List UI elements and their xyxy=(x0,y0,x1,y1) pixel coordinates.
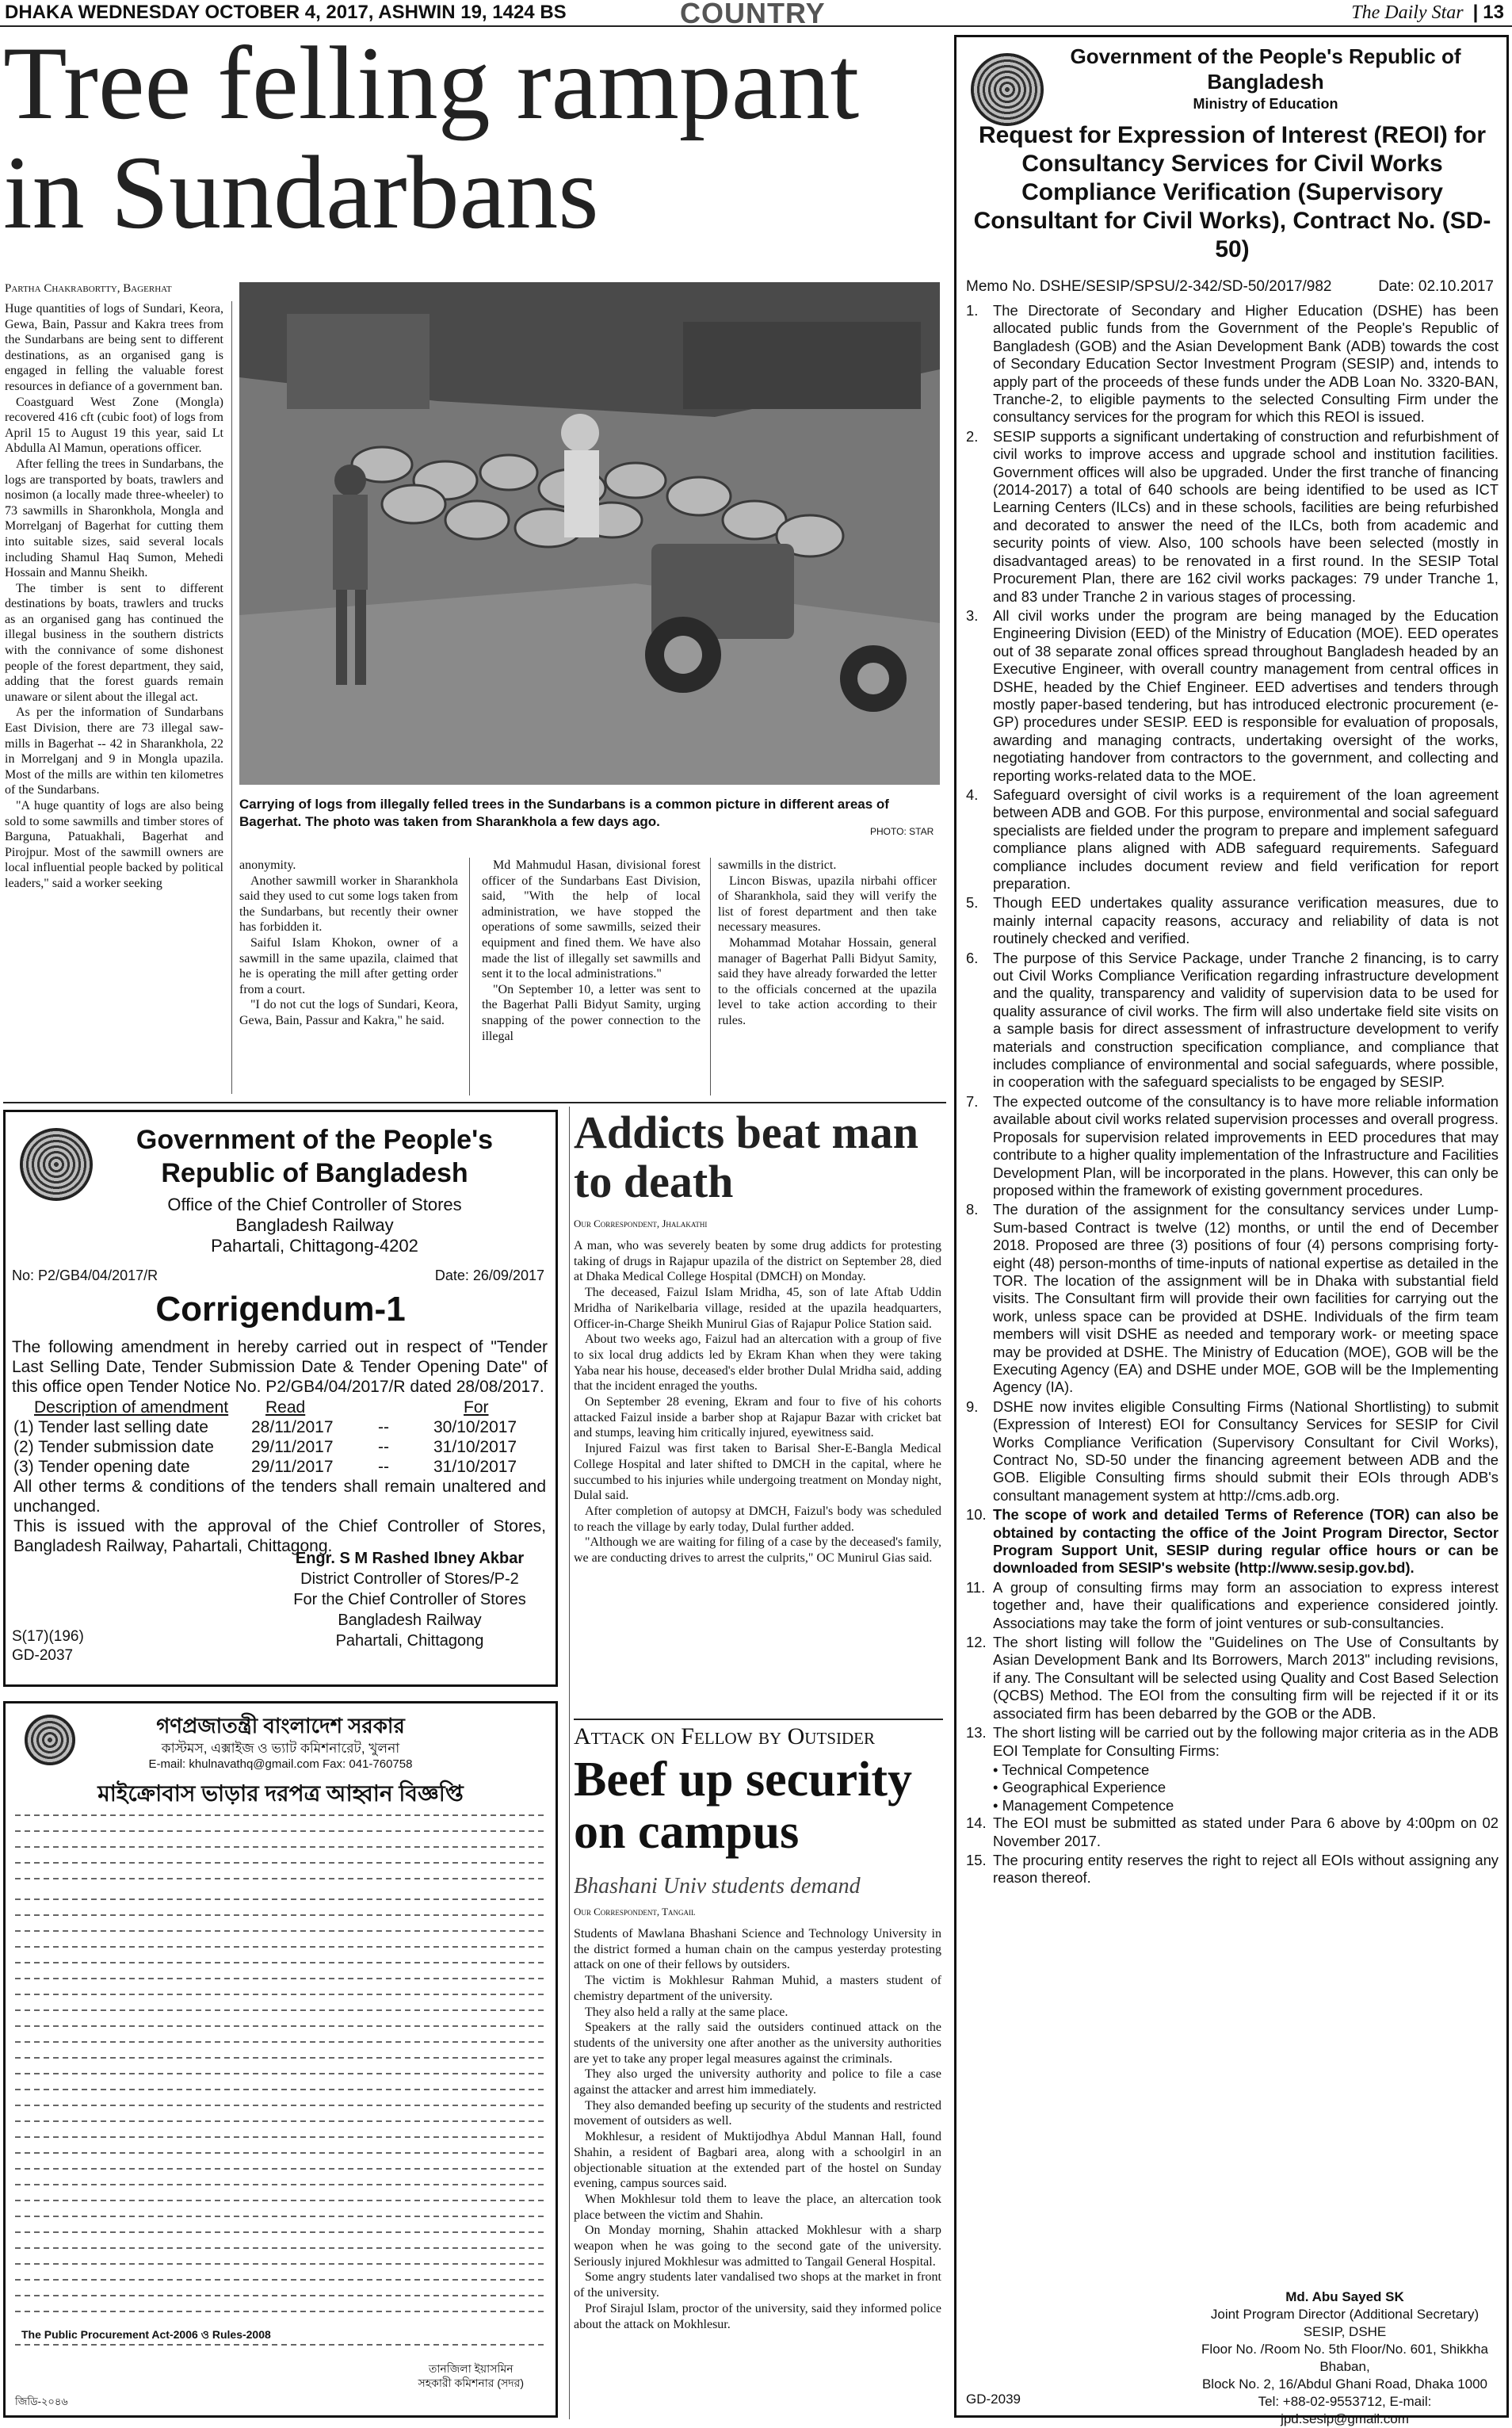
photo-caption: Carrying of logs from illegally felled trees in the Sundarbans is a common picture in different areas of Bagerhat. The photo was taken from Sharankhola a few days ago. xyxy=(239,797,889,829)
bangla-signature xyxy=(418,2361,524,2390)
lead-headline: Tree felling rampant in Sundarbans xyxy=(3,25,860,250)
text-line xyxy=(15,2184,546,2185)
office-name: Office of the Chief Controller of Stores xyxy=(167,1195,462,1214)
cell: 29/11/2017 xyxy=(251,1438,334,1456)
reoi-ministry: Ministry of Education xyxy=(1193,96,1338,112)
text-line xyxy=(15,1978,546,1979)
campus-body xyxy=(574,1926,941,2419)
signature-block xyxy=(275,1548,544,1651)
bullet-item: • Technical Competence xyxy=(993,1761,1150,1778)
item-number: 3. xyxy=(966,606,979,624)
list-item xyxy=(966,607,1499,785)
section-rule xyxy=(3,1102,946,1103)
table-header xyxy=(12,1398,548,1417)
signer-org: SESIP, DSHE xyxy=(1303,2324,1387,2339)
ref-code: GD-2037 xyxy=(12,1647,74,1664)
item-number: 5. xyxy=(966,894,979,912)
list-item xyxy=(966,1724,1499,1760)
addicts-body xyxy=(574,1238,941,1698)
list-item xyxy=(966,1852,1499,1887)
list-item xyxy=(966,1634,1499,1723)
paragraph: The deceased, Faizul Islam Mridha, 45, son of late Aftab Uddin Mridha of Narikelbaria village, resided at the upazila headquarters, Officer-in-Charge Sheikh Munirul Gias of Rajapur Police Station said. xyxy=(574,1286,941,1331)
signer-name: তানজিলা ইয়াসমিন xyxy=(428,2362,514,2375)
signer-address: Block No. 2, 16/Abdul Ghani Road, Dhaka 1000 xyxy=(1201,2376,1488,2392)
ad-code: জিডি-২০৪৬ xyxy=(15,2395,68,2407)
paragraph: Students of Mawlana Bhashani Science and Technology University in the district formed a human chain on the campus yesterday protesting attack on one of their fellows by outsiders. xyxy=(574,1927,941,1972)
item-text: All civil works under the program are being managed by the Education Engineering Division (EED) of the Ministry of Education (MOE). EED operates out of 38 separate zonal offices spread throughout Bangladesh headed by an Executive Engineer, with overall country management from central offices in DSHE, headed by the Chief Engineer. EED advertises and tenders through mostly paper-based tendering, but has introduced electronic procurement (e-GP) procedures under SESIP. EED is responsible for evaluation of proposals, awarding and managing contracts, undertaking oversight of the works, negotiating handover from contractors to the government, and collecting and reporting works-related data to the MOE. xyxy=(993,606,1499,784)
lead-photo xyxy=(239,282,940,785)
corrigendum-ad xyxy=(3,1110,558,1687)
paragraph: As per the information of Sundarbans East Division, there are 73 illegal saw-mills in Bagerhat -- 42 in Sharankhola, 22 in Morrelganj and 9 in Mongla upazila. Most of the mills are within ten kilometres of the Sundarbans. xyxy=(5,705,223,797)
text-line xyxy=(15,2247,546,2249)
paragraph: Huge quantities of logs of Sundari, Keora, Gewa, Bain, Passur and Kakra trees from the Sundarbans are being sent to different destinations, as an organised gang is engaged in felling the valuable forest resources in defiance of a government ban. xyxy=(5,302,223,393)
column-rule xyxy=(231,301,232,1094)
list-item xyxy=(966,1814,1499,1850)
signer-name: Md. Abu Sayed SK xyxy=(1285,2289,1404,2304)
lead-byline: Partha Chakrabortty, Bagerhat xyxy=(5,282,172,295)
campus-subhead: Bhashani Univ students demand xyxy=(574,1874,861,1898)
reoi-memo: Memo No. DSHE/SESIP/SPSU/2-342/SD-50/2017/982 xyxy=(966,278,1332,295)
list-item xyxy=(966,302,1499,426)
list-item xyxy=(966,1398,1499,1505)
item-number: 12. xyxy=(966,1634,987,1651)
item-number: 1. xyxy=(966,302,979,319)
reoi-date: Date: 02.10.2017 xyxy=(1378,278,1494,295)
item-number: 10. xyxy=(966,1506,987,1524)
paragraph: Speakers at the rally said the outsiders continued attack on the students of the university one after another as the university authorities are yet to take any proper legal measures against the criminals. xyxy=(574,2021,941,2066)
text-line xyxy=(15,2057,546,2059)
item-number: 7. xyxy=(966,1092,979,1110)
cell: 28/11/2017 xyxy=(251,1418,334,1436)
paragraph: On September 28 evening, Ekram and four to five of his cohorts attacked Faizul inside a barber shop at Rajapur Bazar with cricket bat and stumps, leaving him critically injured, eyewitness said. xyxy=(574,1395,941,1440)
cell: (2) Tender submission date xyxy=(13,1438,214,1456)
paragraph: anonymity. xyxy=(239,858,296,872)
item-text: The short listing will be carried out by the following major criteria as in the ADB EOI Template for Consulting Firms: xyxy=(993,1724,1499,1759)
ref-code: S(17)(196) xyxy=(12,1628,84,1645)
item-number: 14. xyxy=(966,1814,987,1832)
text-line xyxy=(15,2279,546,2281)
amendment-table xyxy=(12,1398,548,1556)
text-line xyxy=(15,2231,546,2233)
bangla-act-ref: The Public Procurement Act-2006 ও Rules-2008 xyxy=(21,2328,271,2341)
addicts-headline: Addicts beat man to death xyxy=(574,1107,919,1207)
bullet-text: Management Competence xyxy=(1002,1796,1174,1814)
org-name: Bangladesh Railway xyxy=(235,1215,394,1235)
item-text: DSHE now invites eligible Consulting Firms (National Shortlisting) to submit (Expression of Interest) EOI for Consultancy Services for SESIP for Civil Works Compliance Verification (Supervisory Consultant for Civil Works), Contract No, SD-50 under the financing agreement between ADB and the GOB. Eligible Consulting firms should submit their EOIs through ADB's consultant management system at http://cms.adb.org. xyxy=(993,1398,1499,1504)
signer-contact: Tel: +88-02-9553712, E-mail: jpd.sesip@gmail.com xyxy=(1258,2394,1432,2426)
bangla-heading: গণপ্রজাতন্ত্রী বাংলাদেশ সরকার xyxy=(156,1714,405,1738)
text-line xyxy=(15,2073,546,2074)
paragraph: "Although we are waiting for filing of a case by the deceased's family, we are conducting drives to arrest the culprits," OC Munirul Gias said. xyxy=(574,1535,941,1566)
item-text: SESIP supports a significant undertaking of construction and refurbishment of civil works to improve access and upgrade school and institution facilities. Government offices will also be upgraded. Under the first tranche of financing (2014-2017) a total of 640 schools are being identified to be used as ICT Learning Centers (ILCs) and in these schools, facilities are being refurbished and decorated to answer the need of the ILCs, both from academic and security points of view. Also, 100 schools have been selected (mostly in disadvantaged areas) to be renovated in a first round. In the SESIP Total Procurement Plan, there are 162 civil works packages: 79 under Tranche 1, and 83 under Tranche 2 in various stages of processing. xyxy=(993,427,1499,605)
signer-title: সহকারী কমিশনার (সদর) xyxy=(418,2376,524,2389)
text-line xyxy=(15,2120,546,2122)
list-item xyxy=(966,428,1499,606)
bullet-item: • Management Competence xyxy=(993,1796,1174,1814)
paragraph: When Mokhlesur told them to leave the place, an altercation took place between the victim and Shahin. xyxy=(574,2192,941,2222)
railway-seal-icon xyxy=(20,1128,93,1201)
lead-column-2 xyxy=(239,858,458,1095)
photo-credit: PHOTO: STAR xyxy=(870,826,934,837)
note: All other terms & conditions of the tenders shall remain unaltered and unchanged. xyxy=(13,1478,546,1516)
bangla-contact: E-mail: khulnavathq@gmail.com Fax: 041-760758 xyxy=(148,1757,413,1771)
story-rule xyxy=(574,1719,943,1720)
paragraph: After completion of autopsy at DMCH, Faizul's body was scheduled to reach the village by early today, Dulal further added. xyxy=(574,1504,941,1534)
govt-seal-icon xyxy=(971,53,1044,126)
text-line xyxy=(15,2089,546,2090)
signer-org: Bangladesh Railway xyxy=(338,1612,482,1629)
bangla-office: কাস্টমস, এক্সাইজ ও ভ্যাট কমিশনারেট, খুলনা xyxy=(161,1741,400,1756)
list-item xyxy=(966,1093,1499,1199)
text-line xyxy=(15,1898,546,1900)
item-number: 8. xyxy=(966,1201,979,1218)
signer-for: For the Chief Controller of Stores xyxy=(293,1591,526,1608)
text-line xyxy=(15,1962,546,1963)
office-address: Pahartali, Chittagong-4202 xyxy=(211,1236,418,1256)
item-number: 11. xyxy=(966,1578,986,1596)
paragraph: Saiful Islam Khokon, owner of a sawmill in the same upazila, claimed that he is operating the mill after getting order from a court. xyxy=(239,935,458,996)
header-cell: Description of amendment xyxy=(34,1398,229,1417)
paragraph: They also demanded beefing up security of the students and restricted movement of outsiders as well. xyxy=(574,2098,941,2128)
signer-title: District Controller of Stores/P-2 xyxy=(300,1570,519,1588)
cell: 30/10/2017 xyxy=(433,1418,517,1436)
column-rule xyxy=(469,858,470,1095)
paragraph: sawmills in the district. xyxy=(718,858,837,872)
item-text: The Directorate of Secondary and Higher Education (DSHE) has been allocated public funds from the Government of the People's Republic of Bangladesh (GOB) and the Asian Development Bank (ADB) towards the cost of Secondary Education Sector Investment Program (SESIP) and, intends to apply part of the proceeds of these funds under the ADB Loan No. 3320-BAN, Tranche-2, to eligible payments to the selected Consulting Firm under the consultancy services for the program for which this REOI is issued. xyxy=(993,302,1499,426)
addicts-byline: Our Correspondent, Jhalakathi xyxy=(574,1218,708,1229)
paragraph: The timber is sent to different destinations by boats, trawlers and trucks as an organised gang has continued the illegal business in the southern districts with the connivance of some dishonest people of the forest department, they said, adding that the forest guards remain unaware or silent about the illegal act. xyxy=(5,581,223,704)
text-line xyxy=(15,2311,546,2312)
text-line xyxy=(15,1914,546,1916)
text-line xyxy=(15,1814,546,1816)
note: This is issued with the approval of the Chief Controller of Stores, Bangladesh Railway, Pahartali, Chittagong. xyxy=(13,1517,546,1555)
dateline: DHAKA WEDNESDAY OCTOBER 4, 2017, ASHWIN 19, 1424 BS xyxy=(5,2,567,23)
list-item xyxy=(966,1201,1499,1396)
paragraph: On Monday morning, Shahin attacked Mokhlesur with a sharp weapon when he was going to the second gate of the university. Seriously injured Mokhlesur was admitted to Tangail General Hospital. xyxy=(574,2223,941,2269)
paragraph: "On September 10, a letter was sent to the Bagerhat Palli Bidyut Samity, urging snapping of the power connection to the illegal xyxy=(482,982,701,1043)
reoi-title: Request for Expression of Interest (REOI) for Consultancy Services for Civil Works Compliance Verification (Supervisory Consultant for Civil Works), Contract No. (SD-50) xyxy=(973,122,1491,262)
paragraph: They also held a rally at the same place. xyxy=(585,2005,788,2019)
campus-byline: Our Correspondent, Tangail xyxy=(574,1906,696,1918)
cell: -- xyxy=(378,1458,389,1476)
paragraph: The victim is Mokhlesur Rahman Muhid, a masters student of chemistry department of the university. xyxy=(574,1974,941,2003)
cell: -- xyxy=(378,1438,389,1456)
page-header xyxy=(0,0,1512,27)
corrigendum-heading: Government of the People's Republic of Bangladesh xyxy=(136,1125,494,1188)
paragraph: "I do not cut the logs of Sundari, Keora, Gewa, Bain, Passur and Kakra," he said. xyxy=(239,998,458,1027)
photo-logs-scene xyxy=(239,282,940,785)
cell: 29/11/2017 xyxy=(251,1458,334,1476)
cell: 31/10/2017 xyxy=(433,1438,517,1456)
item-number: 15. xyxy=(966,1851,987,1868)
cell: 31/10/2017 xyxy=(433,1458,517,1476)
text-line xyxy=(15,1930,546,1932)
text-line xyxy=(15,2136,546,2138)
cell: (3) Tender opening date xyxy=(13,1458,190,1476)
paragraph: "A huge quantity of logs are also being sold to some sawmills and timber stores of Barguna, Patuakhali, Bagerhat and Pirojpur. Most of the sawmill owners are local influential people backed by political leaders," said a worker seeking xyxy=(5,799,223,890)
text-line xyxy=(15,1994,546,1995)
bullet-text: Geographical Experience xyxy=(1002,1779,1166,1796)
column-rule xyxy=(710,858,711,1095)
section-name: COUNTRY xyxy=(680,0,826,29)
item-text: Safeguard oversight of civil works is a requirement of the loan agreement between ADB and GOB. For this purpose, environmental and social safeguard specialists are fielded under the program to prepare and implement safeguard compliance plans aligned with ADB safeguard requirements. Safeguard compliance includes document review and field verification for report preparation. xyxy=(993,786,1499,892)
signer-name: Engr. S M Rashed Ibney Akbar xyxy=(295,1550,525,1567)
cell: -- xyxy=(378,1418,389,1436)
text-line xyxy=(15,1846,546,1848)
text-line xyxy=(15,2344,546,2346)
table-row xyxy=(12,1437,548,1457)
paragraph: They also urged the university authority and police to file a case against the attacker and arrest him immediately. xyxy=(574,2067,941,2097)
text-line xyxy=(15,2168,546,2170)
item-number: 13. xyxy=(966,1724,987,1742)
text-line xyxy=(15,1830,546,1832)
masthead-page: The Daily Star | 13 xyxy=(1351,2,1504,23)
paragraph: Prof Sirajul Islam, proctor of the university, said they informed police about the attack on Mokhlesur. xyxy=(574,2301,941,2331)
list-item xyxy=(966,950,1499,1092)
item-text: A group of consulting firms may form an association to express interest together and, have their qualifications and experience considered jointly. Associations may take the form of joint ventures or sub-consultancies. xyxy=(993,1578,1499,1631)
bullet-text: Technical Competence xyxy=(1002,1761,1150,1778)
paragraph: After felling the trees in Sundarbans, the logs are transported by boats, trawlers and nosimon (a locally made three-wheeler) to 73 sawmills in Sharonkhola, Mongla and Morrelganj of Bagerhat for cutting them into suitable sizes, said several locals including Shamul Haq Sumon, Mehedi Hossain and Mannu Sheikh. xyxy=(5,457,223,580)
item-text: The procuring entity reserves the right to reject all EOIs without assigning any reason thereof. xyxy=(993,1851,1499,1887)
lead-column-1 xyxy=(5,301,223,1094)
text-line xyxy=(15,2263,546,2265)
paragraph: Md Mahmudul Hasan, divisional forest officer of the Sundarbans East Division, said, "With the help of local administration, we have stopped the operations of some sawmills, seized their equipment and fined them. We have also made the list of illegally set sawmills and sent it to the local administrations." xyxy=(482,858,701,981)
table-row xyxy=(12,1477,548,1516)
text-line xyxy=(15,1878,546,1879)
list-item xyxy=(966,1506,1499,1577)
reoi-signature xyxy=(1194,2288,1495,2428)
notice-date: Date: 26/09/2017 xyxy=(434,1268,544,1283)
text-line xyxy=(15,2152,546,2154)
item-text: The scope of work and detailed Terms of Reference (TOR) can also be obtained by contacting the office of the Joint Program Director, Sector Program Support Unit, SESIP during regular office hours or can be downloaded from SESIP's website (http://www.sesip.gov.bd). xyxy=(993,1506,1499,1577)
campus-kicker: Attack on Fellow by Outsider xyxy=(574,1723,875,1749)
text-line xyxy=(15,2216,546,2217)
item-text: The EOI must be submitted as stated under Para 6 above by 4:00pm on 02 November 2017. xyxy=(993,1814,1499,1849)
paragraph: A man, who was severely beaten by some drug addicts for protesting taking of drugs in Rajapur upazila of the district on September 28, died at Dhaka Medical College Hospital (DMCH) on Monday. xyxy=(574,1239,941,1284)
item-number: 2. xyxy=(966,427,979,445)
column-rule xyxy=(569,1107,570,2419)
paragraph: Coastguard West Zone (Mongla) recovered 416 cft (cubic foot) of logs from April 15 to August 19 this year, said Lt Abdulla Al Mamun, operations officer. xyxy=(5,395,223,456)
page-number: 13 xyxy=(1483,2,1504,23)
text-line xyxy=(15,2041,546,2043)
ad-reference xyxy=(12,1627,84,1665)
corrigendum-office xyxy=(93,1195,536,1256)
text-line xyxy=(15,1862,546,1864)
item-text: The purpose of this Service Package, under Tranche 2 financing, is to carry out Civil Works Compliance Verification regarding infrastructure development and the quality, transparency and validity of supervision data to be used for quality assurance of civil works. The firm will also undertake field site visits on a sample basis for direct assessment of infrastructure development to verify materials and construction specification compliance, and compliance that includes compliance of environmental and social safeguards, where possible, in cooperation with the safeguard specialists to be engaged by SESIP. xyxy=(993,949,1499,1091)
corrigendum-intro: The following amendment in hereby carried out in respect of "Tender Last Selling Date, Tender Submission Date & Tender Opening Date" of this office open Tender Notice No. P2/GB4/04/2017/R dated 28/08/2017. xyxy=(12,1338,548,1396)
list-item xyxy=(966,1579,1499,1632)
item-text: The short listing will follow the "Guidelines on The Use of Consultants by Asian Development Bank and Its Borrowers, March 2013" including revisions, if any. The Consultant will be selected using Quality and Cost Based Selection (QCBS) Method. The EOI from the consulting firm will be rejected if it or its associated firm has been debarred by the GOB or the ADB. xyxy=(993,1634,1499,1722)
paragraph: Injured Faizul was first taken to Barisal Sher-E-Bangla Medical College Hospital and later shifted to DMCH in the capital, where he succumbed to his injuries while undergoing treatment on Monday night, Dulal said. xyxy=(574,1442,941,1503)
bangla-tender-ad xyxy=(3,1701,558,2418)
item-text: Though EED undertakes quality assurance verification measures, due to mainly internal capacity reasons, accuracy and reliability of data is not routinely checked and verified. xyxy=(993,894,1499,947)
lead-column-3 xyxy=(482,858,701,1095)
paragraph: Lincon Biswas, upazila nirbahi officer of Sharankhola, said they will verify the list of forest department and then take necessary measures. xyxy=(718,874,937,935)
notice-number: No: P2/GB4/04/2017/R xyxy=(12,1268,158,1283)
list-item xyxy=(966,786,1499,893)
header-cell: For xyxy=(464,1398,489,1417)
item-text: The duration of the assignment for the consultancy services under Lump-Sum-based Contract is twelve (12) months, or until the end of December 2018. Proposed are three (3) positions of four (4) persons comprising forty-eight (48) person-months of time-inputs of national expertise as detailed in the TOR. The location of the assignment will be in Dhaka with substantial field visits. The Consultant firm will provide their own facilities for carrying out the work, unless space can be provided at DSHE. Individuals of the firm team members will visit DSHE as needed and temporary work- or meeting space may be provided at DSHE. The Ministry of Education (MOE), GOB will be the Executing Agency (EA) and DSHE under MOE, GOB will be the Implementing Agency (IA). xyxy=(993,1201,1499,1396)
reoi-ad xyxy=(954,35,1509,2426)
cell: (1) Tender last selling date xyxy=(13,1418,208,1436)
text-line xyxy=(15,2105,546,2106)
item-number: 9. xyxy=(966,1398,979,1415)
campus-headline: Beef up security on campus xyxy=(574,1753,913,1859)
text-line xyxy=(15,2009,546,2011)
text-line xyxy=(15,2295,546,2296)
text-line xyxy=(15,2200,546,2201)
list-item xyxy=(966,894,1499,947)
header-cell xyxy=(376,1398,432,1417)
reoi-items xyxy=(966,302,1499,1889)
header-cell: Read xyxy=(265,1398,306,1417)
lead-column-4 xyxy=(718,858,937,1095)
item-number: 6. xyxy=(966,949,979,966)
signer-address: Floor No. /Room No. 5th Floor/No. 601, Shikkha Bhaban, xyxy=(1201,2342,1488,2374)
text-line xyxy=(15,1946,546,1948)
item-number: 4. xyxy=(966,786,979,803)
signer-place: Pahartali, Chittagong xyxy=(335,1632,484,1650)
table-row xyxy=(12,1457,548,1477)
table-row xyxy=(12,1417,548,1437)
paragraph: Some angry students later vandalised two shops at the market in front of the university. xyxy=(574,2270,941,2300)
paragraph: Another sawmill worker in Sharankhola said they used to cut some logs taken from the Sundarbans, but recently their owner has forbidden it. xyxy=(239,874,458,935)
text-line xyxy=(15,2025,546,2027)
paragraph: Mokhlesur, a resident of Muktijodhya Abdul Mannan Hall, found Shahin, a resident of Bagbari area, along with a schoolgirl in an objectionable situation at the extended part of the hostel on Sunday evening, campus sources said. xyxy=(574,2130,941,2191)
reoi-gov: Government of the People's Republic of Bangladesh xyxy=(1070,44,1461,94)
signer-title: Joint Program Director (Additional Secretary) xyxy=(1210,2307,1480,2322)
masthead: The Daily Star xyxy=(1351,2,1464,23)
ad-code: GD-2039 xyxy=(966,2392,1021,2407)
paragraph: About two weeks ago, Faizul had an altercation with a group of five to six local drug addicts led by Ekram Khan when they were taking Yaba near his house, deceased's elder brother Dulal Mridha said, adding that the incident enraged the youths. xyxy=(574,1333,941,1394)
item-text: The expected outcome of the consultancy is to have more reliable information available about civil works related supervision processes and overall progress. Proposals for supervision related improvements in EED procedures that may contribute to a higher quality implementation of the Infrastructure and Facilities Development Plan, will be incorporated in the plans. However, this can only be proposed within the framework of existing government procedures. xyxy=(993,1092,1499,1199)
bullet-item: • Geographical Experience xyxy=(993,1779,1166,1796)
corrigendum-title: Corrigendum-1 xyxy=(155,1290,406,1329)
bangla-title: মাইক্রোবাস ভাড়ার দরপত্র আহ্বান বিজ্ঞপ্তি xyxy=(97,1781,464,1806)
paragraph: Mohammad Motahar Hossain, general manager of Bagerhat Palli Bidyut Samity, said they have already forwarded the letter to the officials concerned at the upazila level to take action according to their rules. xyxy=(718,935,937,1027)
